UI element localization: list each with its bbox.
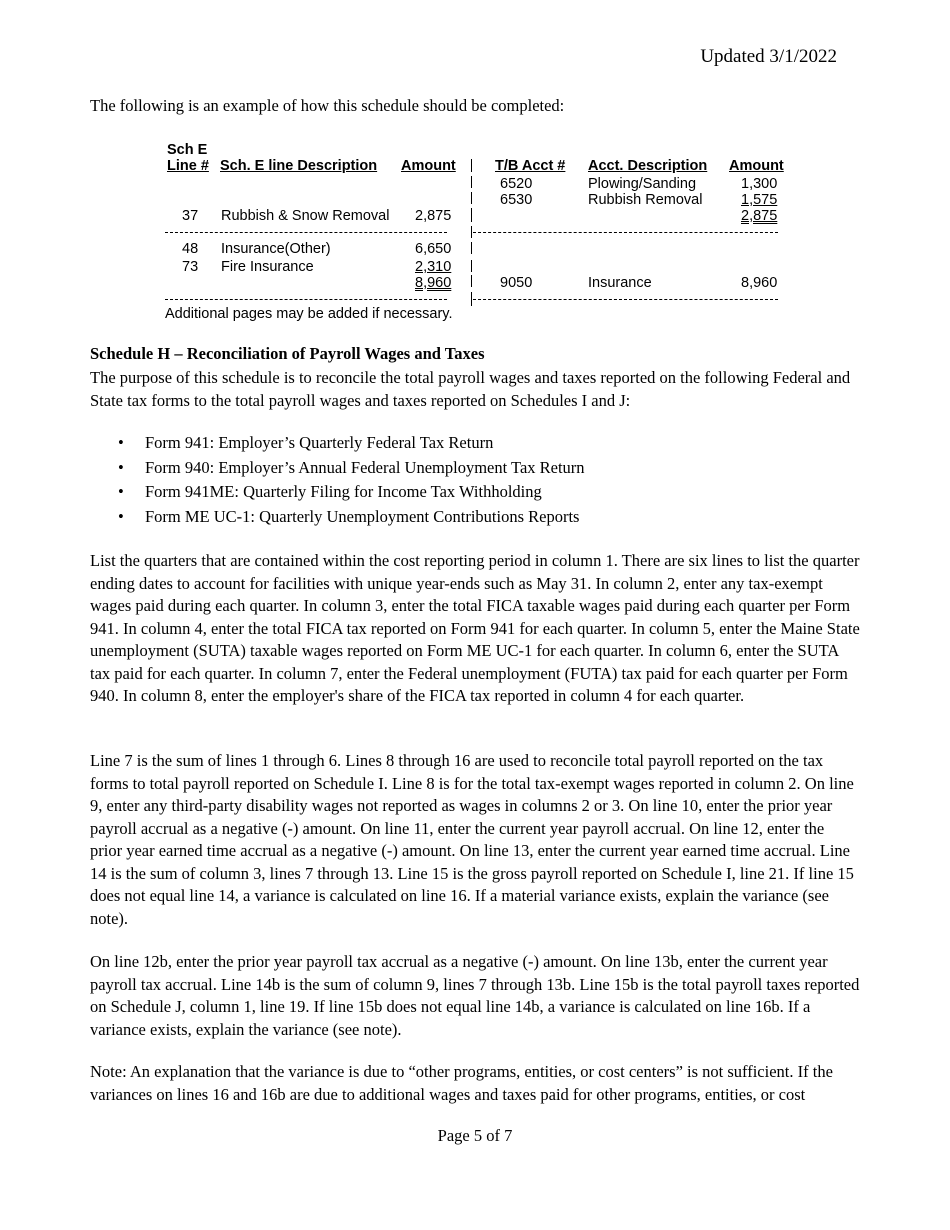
line-amount: 2,310 (415, 259, 452, 275)
bullet-icon: • (118, 457, 124, 477)
bullet-icon: • (118, 433, 124, 452)
acct-total: 2,875 (741, 208, 778, 224)
section-divider (473, 232, 778, 233)
header-line-number: Line # (167, 158, 209, 174)
header-acct-description: Acct. Description (588, 158, 708, 174)
form-name: Form ME UC-1: Quarterly Unemployment Contributions Reports (145, 506, 580, 526)
section-divider (473, 299, 778, 300)
column-separator (471, 226, 472, 238)
line-number: 73 (182, 259, 199, 275)
acct-number: 9050 (500, 275, 533, 291)
list-item (90, 481, 585, 506)
column-separator (471, 242, 472, 254)
purpose-paragraph: The purpose of this schedule is to reconcile the total payroll wages and taxes reported on the following Federal and State tax forms to the total payroll wages and taxes reported on Schedules I and J: (90, 368, 851, 410)
acct-number: 6530 (500, 192, 533, 208)
column-separator (471, 176, 472, 188)
line-total: 8,960 (415, 275, 452, 291)
column-separator (471, 275, 472, 287)
instructions-paragraph-3: On line 12b, enter the prior year payroll tax accrual as a negative (-) amount. On line 13b, enter the current year payroll tax accrual. Line 14b is the sum of column 9, lines 7 through 13b. Line 15b is the total payroll taxes reported on Schedule J, column 1, line 19. If line 15b does not equal line 14b, a variance is calculated on line 16b. If a variance exists, explain the variance (see note). (90, 952, 860, 1039)
form-name: Form 940: Employer’s Annual Federal Unemployment Tax Return (145, 457, 585, 477)
line-description: Fire Insurance (221, 259, 314, 275)
header-amount: Amount (401, 158, 456, 174)
form-name: Form 941: Employer’s Quarterly Federal Tax Return (145, 433, 494, 452)
header-sch-e: Sch E (167, 142, 208, 158)
column-separator (471, 260, 472, 272)
header-description: Sch. E line Description (220, 158, 378, 174)
column-separator (471, 208, 472, 222)
bullet-icon: • (118, 506, 124, 526)
column-separator (471, 292, 472, 306)
line-amount: 6,650 (415, 241, 452, 257)
table-footnote: Additional pages may be added if necessary. (165, 306, 453, 322)
acct-description: Rubbish Removal (588, 192, 703, 208)
example-table (165, 140, 785, 330)
note-paragraph: Note: An explanation that the variance is due to “other programs, entities, or cost centers” is not sufficient. If the variances on lines 16 and 16b are due to additional wages and taxes paid for other programs, entities, or cost (90, 1062, 833, 1104)
list-item (90, 457, 585, 482)
list-item (90, 432, 585, 457)
section-divider (165, 299, 447, 300)
acct-amount: 8,960 (741, 275, 778, 291)
line-description: Insurance(Other) (221, 241, 331, 257)
acct-amount: 1,575 (741, 192, 778, 208)
section-title: Schedule H – Reconciliation of Payroll Wages and Taxes (90, 344, 485, 363)
instructions-paragraph-2: Line 7 is the sum of lines 1 through 6. Lines 8 through 16 are used to reconcile total payroll reported on the tax forms to total payroll reported on Schedule I. Line 8 is for the total tax-exempt wages reported in column 2. On line 9, enter any third-party disability wages not reported as wages in columns 2 or 3. On line 10, enter the prior year payroll accrual as a negative (-) amount. On line 11, enter the current year payroll accrual. On line 12, enter the prior year earned time accrual as a negative (-) amount. On line 13, enter the current year earned time accrual. Line 14 is the sum of column 3, lines 7 through 13. Line 15 is the gross payroll reported on Schedule I, line 21. If line 15 does not equal line 14, a variance is calculated on line 16. If a material variance exists, explain the variance (see note). (90, 751, 854, 928)
line-number: 48 (182, 241, 199, 257)
line-amount: 2,875 (415, 208, 452, 224)
acct-number: 6520 (500, 176, 533, 192)
acct-amount: 1,300 (741, 176, 778, 192)
line-number: 37 (182, 208, 199, 224)
acct-description: Insurance (588, 275, 652, 291)
instructions-paragraph-1: List the quarters that are contained within the cost reporting period in column 1. There are six lines to list the quarter ending dates to account for facilities with unique year-ends such as May 31. In column 2, enter any tax-exempt wages paid during each quarter. In column 3, enter the total FICA taxable wages paid during each quarter per Form 941. In column 4, enter the total FICA tax reported on Form 941 for each quarter. In column 5, enter the Maine State unemployment (SUTA) taxable wages reported on Form ME UC-1 for each quarter. In column 6, enter the SUTA tax paid for each quarter. In column 7, enter the Federal unemployment (FUTA) tax paid for each quarter per Form 940. In column 8, enter the employer's share of the FICA tax reported in column 4 for each quarter. (90, 551, 860, 705)
updated-date: Updated 3/1/2022 (700, 46, 837, 67)
header-acct-amount: Amount (729, 158, 784, 174)
acct-description: Plowing/Sanding (588, 176, 697, 192)
form-name: Form 941ME: Quarterly Filing for Income Tax Withholding (145, 482, 542, 501)
page-number: Page 5 of 7 (437, 1126, 513, 1145)
intro-text: The following is an example of how this schedule should be completed: (90, 96, 565, 115)
tax-forms-list (90, 432, 585, 530)
line-description: Rubbish & Snow Removal (221, 208, 390, 224)
section-divider (165, 232, 447, 233)
list-item (90, 506, 585, 531)
column-separator (471, 159, 472, 172)
header-tb-acct: T/B Acct # (495, 158, 566, 174)
column-separator (471, 192, 472, 204)
bullet-icon: • (118, 482, 124, 501)
